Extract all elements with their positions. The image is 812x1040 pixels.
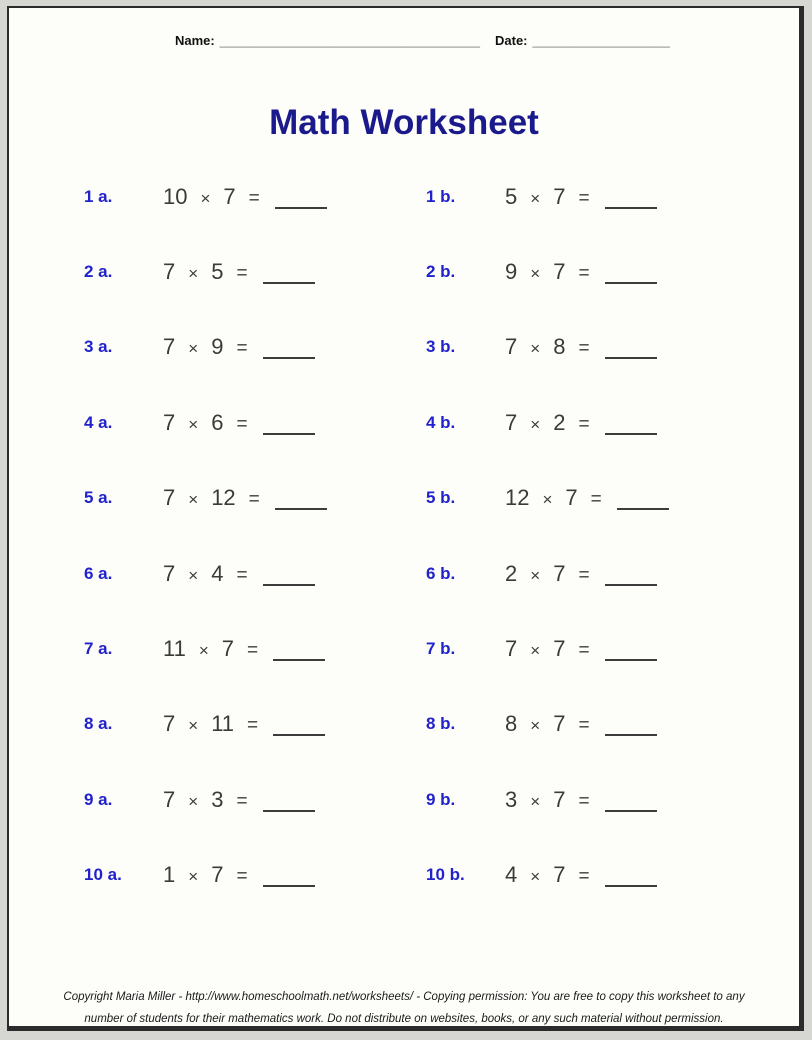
times-symbol: × [188,791,199,811]
equals-symbol: = [578,564,590,586]
problem-expression [163,184,327,210]
problem-number-label: 3 a. [84,337,113,357]
times-symbol: × [188,867,199,887]
problem-number-label: 1 a. [84,186,113,206]
answer-blank [273,734,325,736]
problem-row [84,461,424,536]
problem-row [426,536,766,611]
problem-row [426,687,766,762]
problem-expression [505,259,657,285]
problem-number-label: 8 a. [84,714,113,734]
problem-expression [163,636,325,662]
problem-expression [163,711,325,737]
factor-1: 5 [505,183,518,209]
equals-symbol: = [578,790,590,812]
times-symbol: × [542,490,553,510]
name-field [175,33,480,48]
times-symbol: × [188,339,199,359]
problem-number-label: 4 a. [84,412,113,432]
problem-number-label: 2 a. [84,262,113,282]
factor-2: 7 [223,183,236,209]
times-symbol: × [188,264,199,284]
factor-1: 9 [505,259,518,285]
problem-expression [163,259,315,285]
problem-row [84,762,424,837]
factor-1: 7 [505,636,518,662]
factor-1: 12 [505,485,530,511]
equals-symbol: = [248,187,260,209]
factor-1: 10 [163,183,188,209]
times-symbol: × [530,791,541,811]
problem-expression [505,334,657,360]
problem-expression [505,636,657,662]
answer-blank [605,584,657,586]
equals-symbol: = [236,263,248,285]
problem-expression [505,485,669,511]
factor-1: 7 [163,560,176,586]
factor-1: 11 [163,636,186,662]
factor-2: 3 [211,786,224,812]
problem-number-label: 4 b. [426,412,456,432]
factor-1: 7 [163,711,176,737]
equals-symbol: = [236,338,248,360]
problems-column-b [426,159,766,913]
problem-row [84,159,424,234]
equals-symbol: = [247,640,259,662]
equals-symbol: = [578,187,590,209]
worksheet-page [7,6,804,1031]
times-symbol: × [530,414,541,434]
problem-row [426,234,766,309]
date-blank-line: ___________________ [532,33,670,48]
answer-blank [605,282,657,284]
problem-row [84,687,424,762]
problem-row [426,838,766,913]
factor-2: 11 [211,711,235,737]
problem-number-label: 8 b. [426,714,456,734]
problem-expression [163,862,315,888]
equals-symbol: = [578,640,590,662]
factor-2: 7 [553,259,566,285]
problem-expression [505,787,657,813]
problem-number-label: 7 b. [426,639,456,659]
times-symbol: × [530,716,541,736]
factor-1: 7 [163,786,176,812]
equals-symbol: = [248,489,260,511]
problem-number-label: 9 a. [84,789,113,809]
factor-1: 7 [505,409,518,435]
problem-expression [505,561,657,587]
answer-blank [263,810,315,812]
factor-2: 7 [553,560,566,586]
problem-expression [163,787,315,813]
equals-symbol: = [236,790,248,812]
problem-number-label: 5 a. [84,488,113,508]
times-symbol: × [530,339,541,359]
problem-expression [163,334,315,360]
problem-row [84,234,424,309]
factor-1: 3 [505,786,518,812]
factor-2: 4 [211,560,224,586]
times-symbol: × [530,867,541,887]
answer-blank [275,508,327,510]
factor-2: 7 [553,711,566,737]
copyright-footer [9,986,799,1030]
times-symbol: × [200,188,211,208]
answer-blank [263,885,315,887]
factor-2: 7 [221,636,235,662]
equals-symbol: = [236,413,248,435]
page-title: Math Worksheet [269,103,539,142]
problem-expression [163,561,315,587]
problem-expression [163,410,315,436]
problems-column-a [84,159,424,913]
problem-row [84,536,424,611]
answer-blank [263,584,315,586]
problem-row [426,385,766,460]
factor-1: 4 [505,862,518,888]
answer-blank [605,810,657,812]
problem-row [426,310,766,385]
factor-2: 8 [553,334,566,360]
factor-2: 7 [553,183,566,209]
equals-symbol: = [578,263,590,285]
name-label: Name: [175,33,215,48]
factor-1: 1 [163,862,176,888]
equals-symbol: = [578,715,590,737]
factor-2: 7 [553,786,566,812]
times-symbol: × [530,188,541,208]
problem-number-label: 3 b. [426,337,456,357]
answer-blank [263,282,315,284]
copyright-line-1: Copyright Maria Miller - http://www.homeschoolmath.net/worksheets/ - Copying permission: You are free to copy this worksheet to any [63,991,745,1003]
equals-symbol: = [578,338,590,360]
times-symbol: × [530,641,541,661]
problem-number-label: 1 b. [426,186,456,206]
problem-row [426,762,766,837]
problem-row [426,159,766,234]
factor-2: 2 [553,409,566,435]
factor-1: 7 [163,259,176,285]
factor-1: 8 [505,711,518,737]
factor-1: 7 [505,334,518,360]
answer-blank [263,357,315,359]
copyright-line-2: number of students for their mathematics work. Do not distribute on websites, books, or any such material without permission. [84,1013,724,1025]
equals-symbol: = [590,489,602,511]
problem-row [84,310,424,385]
factor-2: 7 [565,485,578,511]
problem-row [84,838,424,913]
problem-row [84,611,424,686]
factor-2: 7 [211,862,224,888]
problem-number-label: 9 b. [426,789,456,809]
equals-symbol: = [236,866,248,888]
date-label: Date: [495,33,528,48]
answer-blank [605,207,657,209]
equals-symbol: = [578,866,590,888]
problem-number-label: 7 a. [84,639,113,659]
times-symbol: × [530,264,541,284]
times-symbol: × [188,490,199,510]
date-field [495,33,670,48]
problem-expression [505,410,657,436]
times-symbol: × [188,565,199,585]
equals-symbol: = [247,715,259,737]
problem-number-label: 10 a. [84,865,122,885]
problem-number-label: 2 b. [426,262,456,282]
answer-blank [605,433,657,435]
problem-number-label: 10 b. [426,865,465,885]
factor-2: 12 [211,485,236,511]
problem-number-label: 5 b. [426,488,456,508]
answer-blank [605,734,657,736]
times-symbol: × [188,716,199,736]
name-blank-line: ____________________________________ [219,33,481,48]
factor-2: 7 [553,862,566,888]
problem-expression [163,485,327,511]
answer-blank [605,885,657,887]
times-symbol: × [188,414,199,434]
times-symbol: × [530,565,541,585]
problem-expression [505,862,657,888]
answer-blank [617,508,669,510]
factor-2: 6 [211,409,224,435]
answer-blank [605,659,657,661]
answer-blank [605,357,657,359]
answer-blank [273,659,325,661]
factor-1: 7 [163,334,176,360]
times-symbol: × [198,641,209,661]
answer-blank [263,433,315,435]
problem-number-label: 6 b. [426,563,456,583]
factor-1: 7 [163,485,176,511]
factor-2: 9 [211,334,224,360]
problem-row [426,461,766,536]
problem-expression [505,184,657,210]
equals-symbol: = [236,564,248,586]
problem-row [84,385,424,460]
problem-row [426,611,766,686]
answer-blank [275,207,327,209]
factor-2: 7 [553,636,566,662]
equals-symbol: = [578,413,590,435]
problem-expression [505,711,657,737]
factor-1: 2 [505,560,518,586]
factor-1: 7 [163,409,176,435]
factor-2: 5 [211,259,224,285]
problem-number-label: 6 a. [84,563,113,583]
